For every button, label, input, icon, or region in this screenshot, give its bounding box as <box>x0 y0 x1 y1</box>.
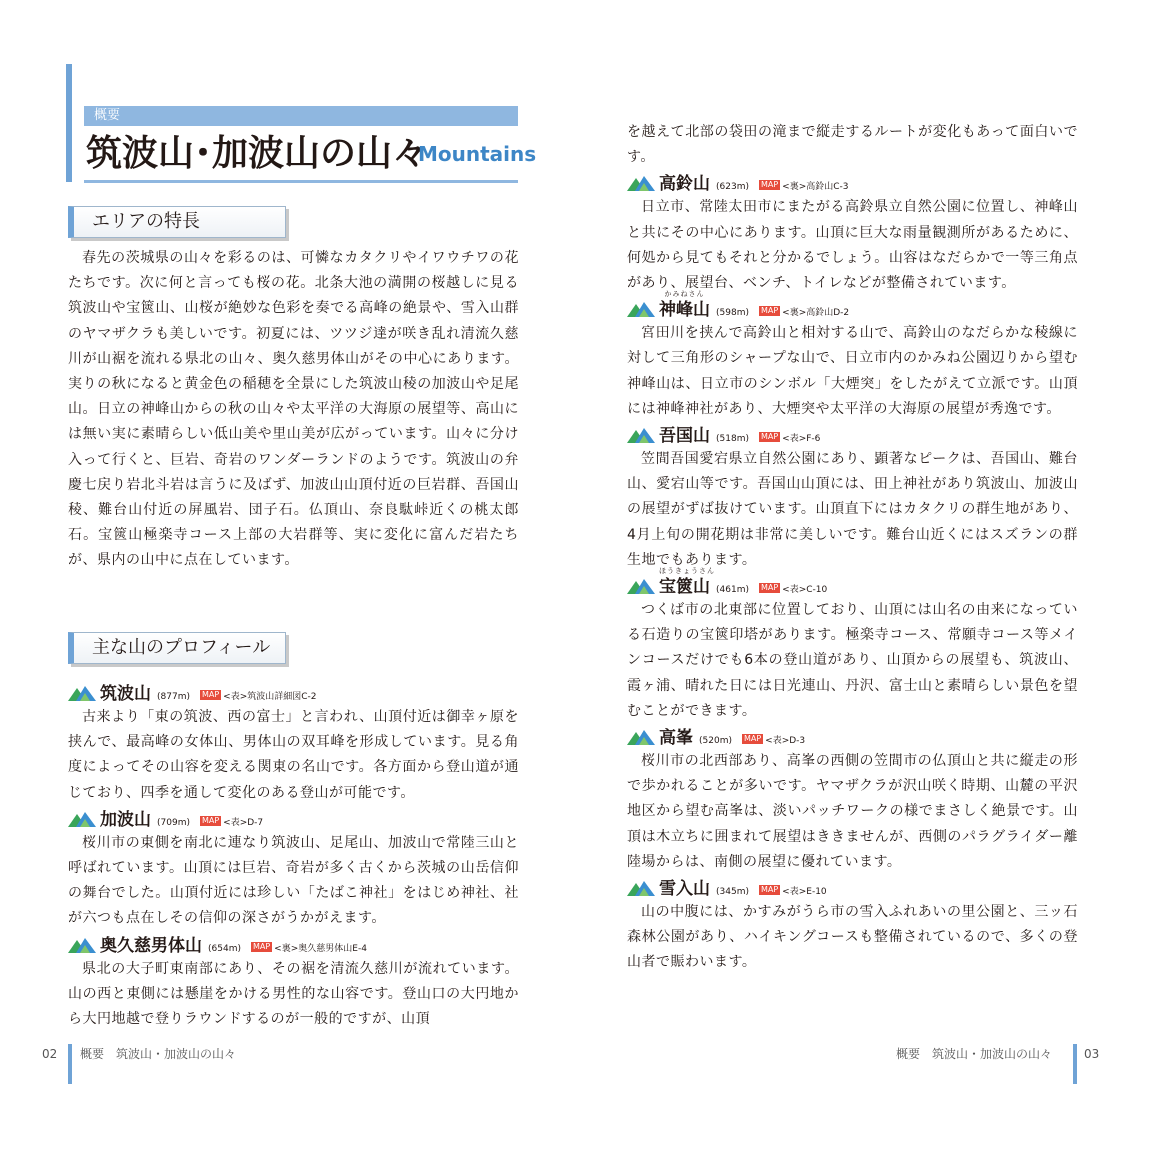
mountain-name: ほうきょうさん 宝篋山 <box>659 567 715 598</box>
mountain-name: 奥久慈男体山 <box>100 935 202 956</box>
mountain-entry <box>627 422 1078 576</box>
mountain-description: つくば市の北東部に位置しており、山頂には山名の由来になっている石造りの宝篋印塔があります。極楽寺コース、常願寺コース等メインコースだけでも6本の登山道があり、山頂からの展望も、筑波山、霞ヶ浦、晴れた日には日光連山、丹沢、富士山と素晴らしい景色を望むことができます。 <box>627 602 1078 719</box>
map-reference: <裏>奥久慈男体山E-4 <box>274 943 367 954</box>
mountain-name: 吾国山 <box>659 426 710 447</box>
mountain-description: 桜川市の北西部あり、高峯の西側の笠間市の仏頂山と共に縦走の形で歩かれることが多いです。ヤマザクラが沢山咲く時期、山麓の平沢地区から望む高峯は、淡いパッチワークの様でまさしく絶景です。山頂は木立ちに囲まれて展望はききませんが、西側のパラグライダー離陸場からは、南側の展望に優れています。 <box>627 753 1078 870</box>
mountain-elevation: (654m) <box>208 943 241 954</box>
map-reference: <表>D-7 <box>223 817 264 828</box>
mountain-heading <box>627 170 1078 195</box>
footer-text-right: 概要 筑波山・加波山の山々 <box>896 1047 1053 1061</box>
mountain-icon <box>627 578 655 594</box>
mountain-description: 宮田川を挟んで高鈴山と相対する山で、高鈴山のなだらかな稜線に対して三角形のシャープな山で、日立市内のかみね公園辺りから望む神峰山は、日立市のシンボル「大煙突」をしたがえて立派です。山頂には神峰神社があり、大煙突や太平洋の大海原の展望が秀逸です。 <box>627 325 1078 417</box>
mountain-entry <box>68 806 519 932</box>
mountain-elevation: (598m) <box>716 308 749 319</box>
mountain-ruby: かみねさん <box>664 290 705 299</box>
mountain-icon <box>627 427 655 443</box>
mountain-heading <box>627 724 1078 749</box>
mountain-heading <box>627 875 1078 900</box>
mountain-name: かみねさん 神峰山 <box>659 290 710 321</box>
mountain-ruby: ほうきょうさん <box>659 567 715 576</box>
map-badge: MAP <box>201 815 220 825</box>
mountain-name: 加波山 <box>100 809 151 830</box>
map-reference: <表>E-10 <box>782 887 827 898</box>
mountain-icon <box>68 937 96 953</box>
map-badge: MAP <box>201 690 220 699</box>
mountain-entry <box>627 290 1078 422</box>
mountain-heading <box>68 932 519 957</box>
page-title-en: Mountains <box>418 142 537 166</box>
mountain-entry <box>627 724 1078 875</box>
map-reference: <裏>高鈴山C-3 <box>782 182 849 193</box>
mountain-icon <box>627 175 655 191</box>
header-accent-bar <box>66 64 72 182</box>
page-number-right: 03 <box>1084 1047 1100 1061</box>
mountain-elevation: (520m) <box>699 736 732 747</box>
mountain-description: 山の中腹には、かすみがうら市の雪入ふれあいの里公園と、三ッ石森林公園があり、ハイキングコースも整備されているので、多くの登山者で賑わいます。 <box>627 904 1078 971</box>
map-reference: <表>D-3 <box>765 736 806 747</box>
footer-accent-left <box>68 1044 72 1084</box>
section-heading-profile: 主な山のプロフィール <box>68 632 286 664</box>
mountain-list-left <box>68 680 519 1032</box>
mountain-heading <box>68 680 519 705</box>
map-reference: <裏>高鈴山D-2 <box>782 308 850 319</box>
mountain-heading <box>627 422 1078 447</box>
mountain-icon <box>627 729 655 745</box>
page-title: 筑波山･加波山の山々 <box>86 133 429 174</box>
mountain-heading <box>68 806 519 831</box>
chapter-label: 概要 <box>84 106 518 126</box>
map-badge: MAP <box>760 180 779 190</box>
map-badge: MAP <box>252 941 271 951</box>
mountain-name: 雪入山 <box>659 879 710 900</box>
mountain-entry <box>68 932 519 1033</box>
mountain-elevation: (709m) <box>157 817 190 828</box>
mountain-elevation: (518m) <box>716 434 749 445</box>
mountain-heading <box>627 290 1078 321</box>
mountain-elevation: (345m) <box>716 887 749 898</box>
mountain-elevation: (461m) <box>716 585 749 596</box>
map-badge: MAP <box>760 306 779 316</box>
map-badge: MAP <box>760 583 779 593</box>
map-reference: <表>C-10 <box>782 585 828 596</box>
area-description: 春先の茨城県の山々を彩るのは、可憐なカタクリやイワウチワの花たちです。次に何と言っても桜の花。北条大池の満開の桜越しに見る筑波山や宝篋山、山桜が絶妙な色彩を奏でる高峰の絶景や、雪入山群のヤマザクラも美しいです。初夏には、ツツジ達が咲き乱れ清流久慈川が山裾を流れる県北の山々、奥久慈男体山がその中心にあります。実りの秋になると黄金色の稲穂を全景にした筑波山稜の加波山や足尾山。日立の神峰山からの秋の山々や太平洋の大海原の展望等、高山には無い実に素晴らしい低山美や里山美が広がっています。山々に分け入って行くと、巨岩、奇岩のワンダーランドのようです。筑波山の弁慶七戻り岩北斗岩は言うに及ばず、加波山山頂付近の巨岩群、吾国山稜、難台山付近の屏風岩、団子石。仏頂山、奈良駄峠近くの桃太郎石。宝篋山極楽寺コース上部の大岩群等、実に変化に富んだ岩たちが、県内の山中に点在しています。 <box>68 250 519 569</box>
mountain-description: 県北の大子町東南部にあり、その裾を清流久慈川が流れています。山の西と東側には懸崖をかける男性的な山容です。登山口の大円地から大円地越で登りラウンドするのが一般的ですが、山頂 <box>68 960 519 1028</box>
mountain-heading <box>627 567 1078 598</box>
map-badge: MAP <box>760 432 779 442</box>
header-underline <box>84 180 518 183</box>
map-badge: MAP <box>743 734 762 744</box>
mountain-icon <box>627 301 655 317</box>
mountain-name: 高峯 <box>659 728 693 749</box>
mountain-name: 筑波山 <box>100 684 151 704</box>
mountain-description: 古来より「東の筑波、西の富士」と言われ、山頂付近は御幸ヶ原を挟んで、最高峰の女体山、男体山の双耳峰を形成しています。見る角度によってその山容を変える関東の名山です。各方面から登山道が通じており、四季を通して変化のある登山が可能です。 <box>68 709 519 801</box>
mountain-entry <box>627 567 1078 724</box>
map-reference: <表>F-6 <box>782 434 821 445</box>
mountain-entry <box>627 875 1078 976</box>
page-number-left: 02 <box>42 1047 58 1061</box>
footer-accent-right <box>1073 1044 1077 1084</box>
section-heading-area: エリアの特長 <box>68 206 286 238</box>
mountain-description: 日立市、常陸太田市にまたがる高鈴県立自然公園に位置し、神峰山と共にその中心にあります。山頂に巨大な雨量観測所があるために、何処から見てもそれと分かるでしょう。山容はなだらかで一等三角点があり、展望台、ベンチ、トイレなどが整備されています。 <box>627 199 1078 292</box>
mountain-description: 笠間吾国愛宕県立自然公園にあり、顕著なピークは、吾国山、難台山、愛宕山等です。吾国山山頂には、田上神社があり筑波山、加波山の展望がずば抜けています。山頂直下にはカタクリの群生地があり、4月上旬の開花期は非常に美しいです。難台山近くにはスズランの群生地でもあります。 <box>627 451 1078 568</box>
mountain-name: 高鈴山 <box>659 174 710 195</box>
mountain-entry <box>627 170 1078 299</box>
mountain-icon <box>627 880 655 896</box>
mountain-elevation: (623m) <box>716 182 749 193</box>
continued-text: を越えて北部の袋田の滝まで縦走するルートが変化もあって面白いです。 <box>627 124 1078 166</box>
footer-text-left: 概要 筑波山・加波山の山々 <box>80 1047 237 1061</box>
mountain-elevation: (877m) <box>157 692 190 702</box>
mountain-entry <box>68 680 519 806</box>
mountain-icon <box>68 685 96 701</box>
mountain-list-right <box>627 120 1078 976</box>
map-badge: MAP <box>760 885 779 895</box>
mountain-icon <box>68 811 96 827</box>
mountain-description: 桜川市の東側を南北に連なり筑波山、足尾山、加波山で常陸三山と呼ばれています。山頂には巨岩、奇岩が多く古くから茨城の山岳信仰の舞台でした。山頂付近には珍しい「たばこ神社」をはじめ神社、社が六つも点在しその信仰の深さがうかがえます。 <box>68 834 519 927</box>
map-reference: <表>筑波山詳細図C-2 <box>223 692 317 702</box>
